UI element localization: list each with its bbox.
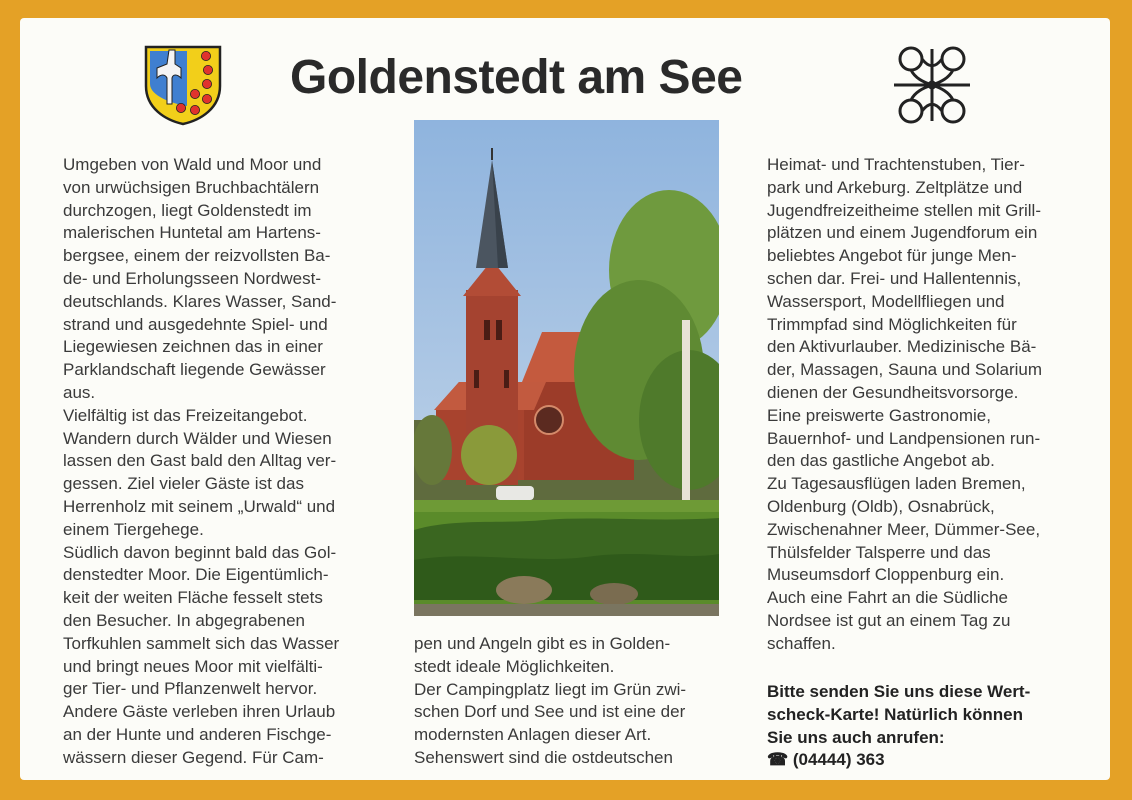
text-line: de- und Erholungsseen Nordwest- — [63, 268, 321, 288]
phone-number: ☎ (04444) 363 — [767, 750, 885, 770]
text-line: den das gastliche Angebot ab. — [767, 451, 995, 471]
text-line: keit der weiten Fläche fesselt stets — [63, 588, 323, 608]
text-line: Nordsee ist gut an einem Tag zu — [767, 610, 1011, 630]
text-line: denstedter Moor. Die Eigentümlich- — [63, 565, 329, 585]
text-line: Zu Tagesausflügen laden Bremen, — [767, 474, 1026, 494]
text-column-right — [767, 154, 1042, 656]
text-line: Andere Gäste verleben ihren Urlaub — [63, 702, 336, 722]
church-photo — [414, 120, 719, 616]
text-line: Trimmpfad sind Möglichkeiten für — [767, 314, 1017, 334]
page-title: Goldenstedt am See — [290, 51, 743, 104]
text-line: park und Arkeburg. Zeltplätze und — [767, 177, 1023, 197]
text-line: Liegewiesen zeichnen das in einer — [63, 337, 323, 357]
text-line: bergsee, einem der reizvollsten Ba- — [63, 246, 331, 266]
text-line: Jugendfreizeitheime stellen mit Grill- — [767, 200, 1041, 220]
text-line: durchzogen, liegt Goldenstedt im — [63, 200, 312, 220]
text-line: schen Dorf und See und ist eine der — [414, 702, 686, 722]
text-line: den Aktivurlauber. Medizinische Bä- — [767, 337, 1037, 357]
text-line: Umgeben von Wald und Moor und — [63, 155, 322, 174]
text-line: Wassersport, Modellfliegen und — [767, 291, 1005, 311]
text-line: der, Massagen, Sauna und Solarium — [767, 360, 1043, 380]
text-line: einem Tiergehege. — [63, 519, 204, 539]
text-line: Torfkuhlen sammelt sich das Wasser — [63, 633, 340, 653]
text-line: Wandern durch Wälder und Wiesen — [63, 428, 332, 448]
text-line: strand und ausgedehnte Spiel- und — [63, 314, 328, 334]
ornamental-logo-icon — [889, 42, 975, 128]
text-line: ger Tier- und Pflanzenwelt hervor. — [63, 679, 318, 699]
text-line: lassen den Gast bald den Alltag ver- — [63, 451, 337, 471]
text-line: Zwischenahner Meer, Dümmer-See, — [767, 519, 1041, 539]
text-line: wässern dieser Gegend. Für Cam- — [63, 747, 324, 767]
text-line: von urwüchsigen Bruchbachtälern — [63, 177, 320, 197]
text-line: Oldenburg (Oldb), Osnabrück, — [767, 496, 995, 516]
text-column-left — [63, 154, 339, 770]
coat-of-arms-icon — [143, 44, 223, 126]
text-line: den Besucher. In abgegrabenen — [63, 610, 305, 630]
text-line: Parklandschaft liegende Gewässer — [63, 360, 326, 380]
text-line: pen und Angeln gibt es in Golden- — [414, 634, 671, 653]
text-line: aus. — [63, 382, 96, 402]
contact-line: Sie uns auch anrufen: — [767, 727, 945, 747]
text-line: Auch eine Fahrt an die Südliche — [767, 588, 1008, 608]
text-line: plätzen und einem Jugendforum ein — [767, 223, 1038, 243]
text-line: deutschlands. Klares Wasser, Sand- — [63, 291, 337, 311]
text-line: Vielfältig ist das Freizeitangebot. — [63, 405, 308, 425]
text-line: Eine preiswerte Gastronomie, — [767, 405, 991, 425]
text-line: Herrenholz mit seinem „Urwald“ und — [63, 496, 336, 516]
text-line: malerischen Huntetal am Hartens- — [63, 223, 321, 243]
text-line: und bringt neues Moor mit vielfälti- — [63, 656, 323, 676]
contact-line: Bitte senden Sie uns diese Wert- — [767, 682, 1031, 701]
text-line: Bauernhof- und Landpensionen run- — [767, 428, 1041, 448]
text-line: Museumsdorf Cloppenburg ein. — [767, 565, 1005, 585]
text-line: schaffen. — [767, 633, 836, 653]
text-line: modernsten Anlagen dieser Art. — [414, 725, 652, 745]
text-line: gessen. Ziel vieler Gäste ist das — [63, 474, 304, 494]
text-line: Südlich davon beginnt bald das Gol- — [63, 542, 337, 562]
contact-line: scheck-Karte! Natürlich können — [767, 704, 1024, 724]
text-line: stedt ideale Möglichkeiten. — [414, 656, 615, 676]
contact-block — [767, 681, 1030, 772]
text-line: Thülsfelder Talsperre und das — [767, 542, 991, 562]
text-line: Der Campingplatz liegt im Grün zwi- — [414, 679, 687, 699]
text-line: an der Hunte und anderen Fischge- — [63, 724, 332, 744]
text-line: Heimat- und Trachtenstuben, Tier- — [767, 155, 1025, 174]
text-line: Sehenswert sind die ostdeutschen — [414, 747, 673, 767]
text-line: schen dar. Frei- und Hallentennis, — [767, 268, 1022, 288]
text-line: beliebtes Angebot für junge Men- — [767, 246, 1017, 266]
text-column-middle — [414, 633, 686, 770]
text-line: dienen der Gesundheitsvorsorge. — [767, 382, 1019, 402]
